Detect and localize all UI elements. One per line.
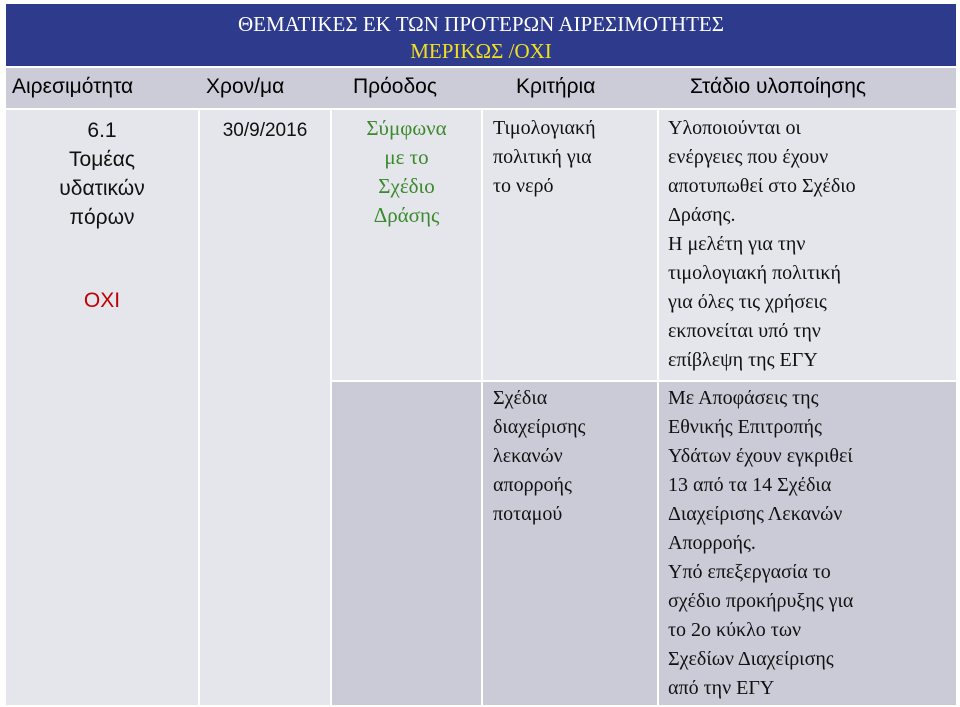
criteria-2-label: Σχέδια διαχείρισης λεκανών απορροής ποταμού — [493, 387, 586, 525]
column-header-timeline: Χρον/μα — [206, 75, 285, 98]
cell-stage-1 — [659, 110, 956, 380]
slide-subtitle: ΜΕΡΙΚΩΣ /ΟΧΙ — [410, 39, 552, 63]
progress-text: Σύμφωνα με το Σχέδιο Δράσης — [366, 116, 447, 227]
table-header-row — [6, 68, 956, 108]
cell-conditionality — [6, 110, 198, 705]
stage-1-text: Υλοποιούνται οι ενέργειες που έχουν αποτυπωθεί στο Σχέδιο Δράσης. Η μελέτη για την τιμολογιακή πολιτική για όλες τις χρήσεις εκπονείται υπό την επίβλεψη της ΕΓΥ — [668, 117, 856, 371]
column-header-criteria: Κριτήρια — [516, 75, 596, 98]
conditionality-text: 6.1 Τομέας υδατικών πόρων — [59, 119, 145, 229]
status-badge: ΟΧΙ — [83, 289, 121, 312]
cell-stage-2 — [659, 382, 956, 705]
timeline-date: 30/9/2016 — [222, 120, 308, 141]
column-header-conditionality: Αιρεσιμότητα — [12, 75, 134, 98]
stage-2-text: Με Αποφάσεις της Εθνικής Επιτροπής Υδάτων έχουν εγκριθεί 13 από τα 14 Σχέδια Διαχείρισης Λεκανών Απορροής. Υπό επεξεργασία το σχέδιο προκήρυξης για το 2ο κύκλο των Σχεδίων Διαχείρισης από την ΕΓΥ — [668, 387, 854, 699]
cell-progress — [332, 110, 481, 380]
cell-criteria-1 — [483, 110, 657, 380]
criteria-1-label: Τιμολογιακή πολιτική για το νερό — [493, 117, 596, 197]
slide-title: ΘΕΜΑΤΙΚΕΣ ΕΚ ΤΩΝ ΠΡΟΤΕΡΩΝ ΑΙΡΕΣΙΜΟΤΗΤΕΣ — [238, 12, 724, 36]
column-header-implementation-stage: Στάδιο υλοποίησης — [690, 75, 867, 98]
title-banner — [6, 4, 956, 66]
cell-criteria-2 — [483, 382, 657, 705]
column-header-progress: Πρόοδος — [353, 75, 437, 98]
cell-progress-empty — [332, 382, 481, 705]
cell-timeline — [200, 110, 330, 705]
